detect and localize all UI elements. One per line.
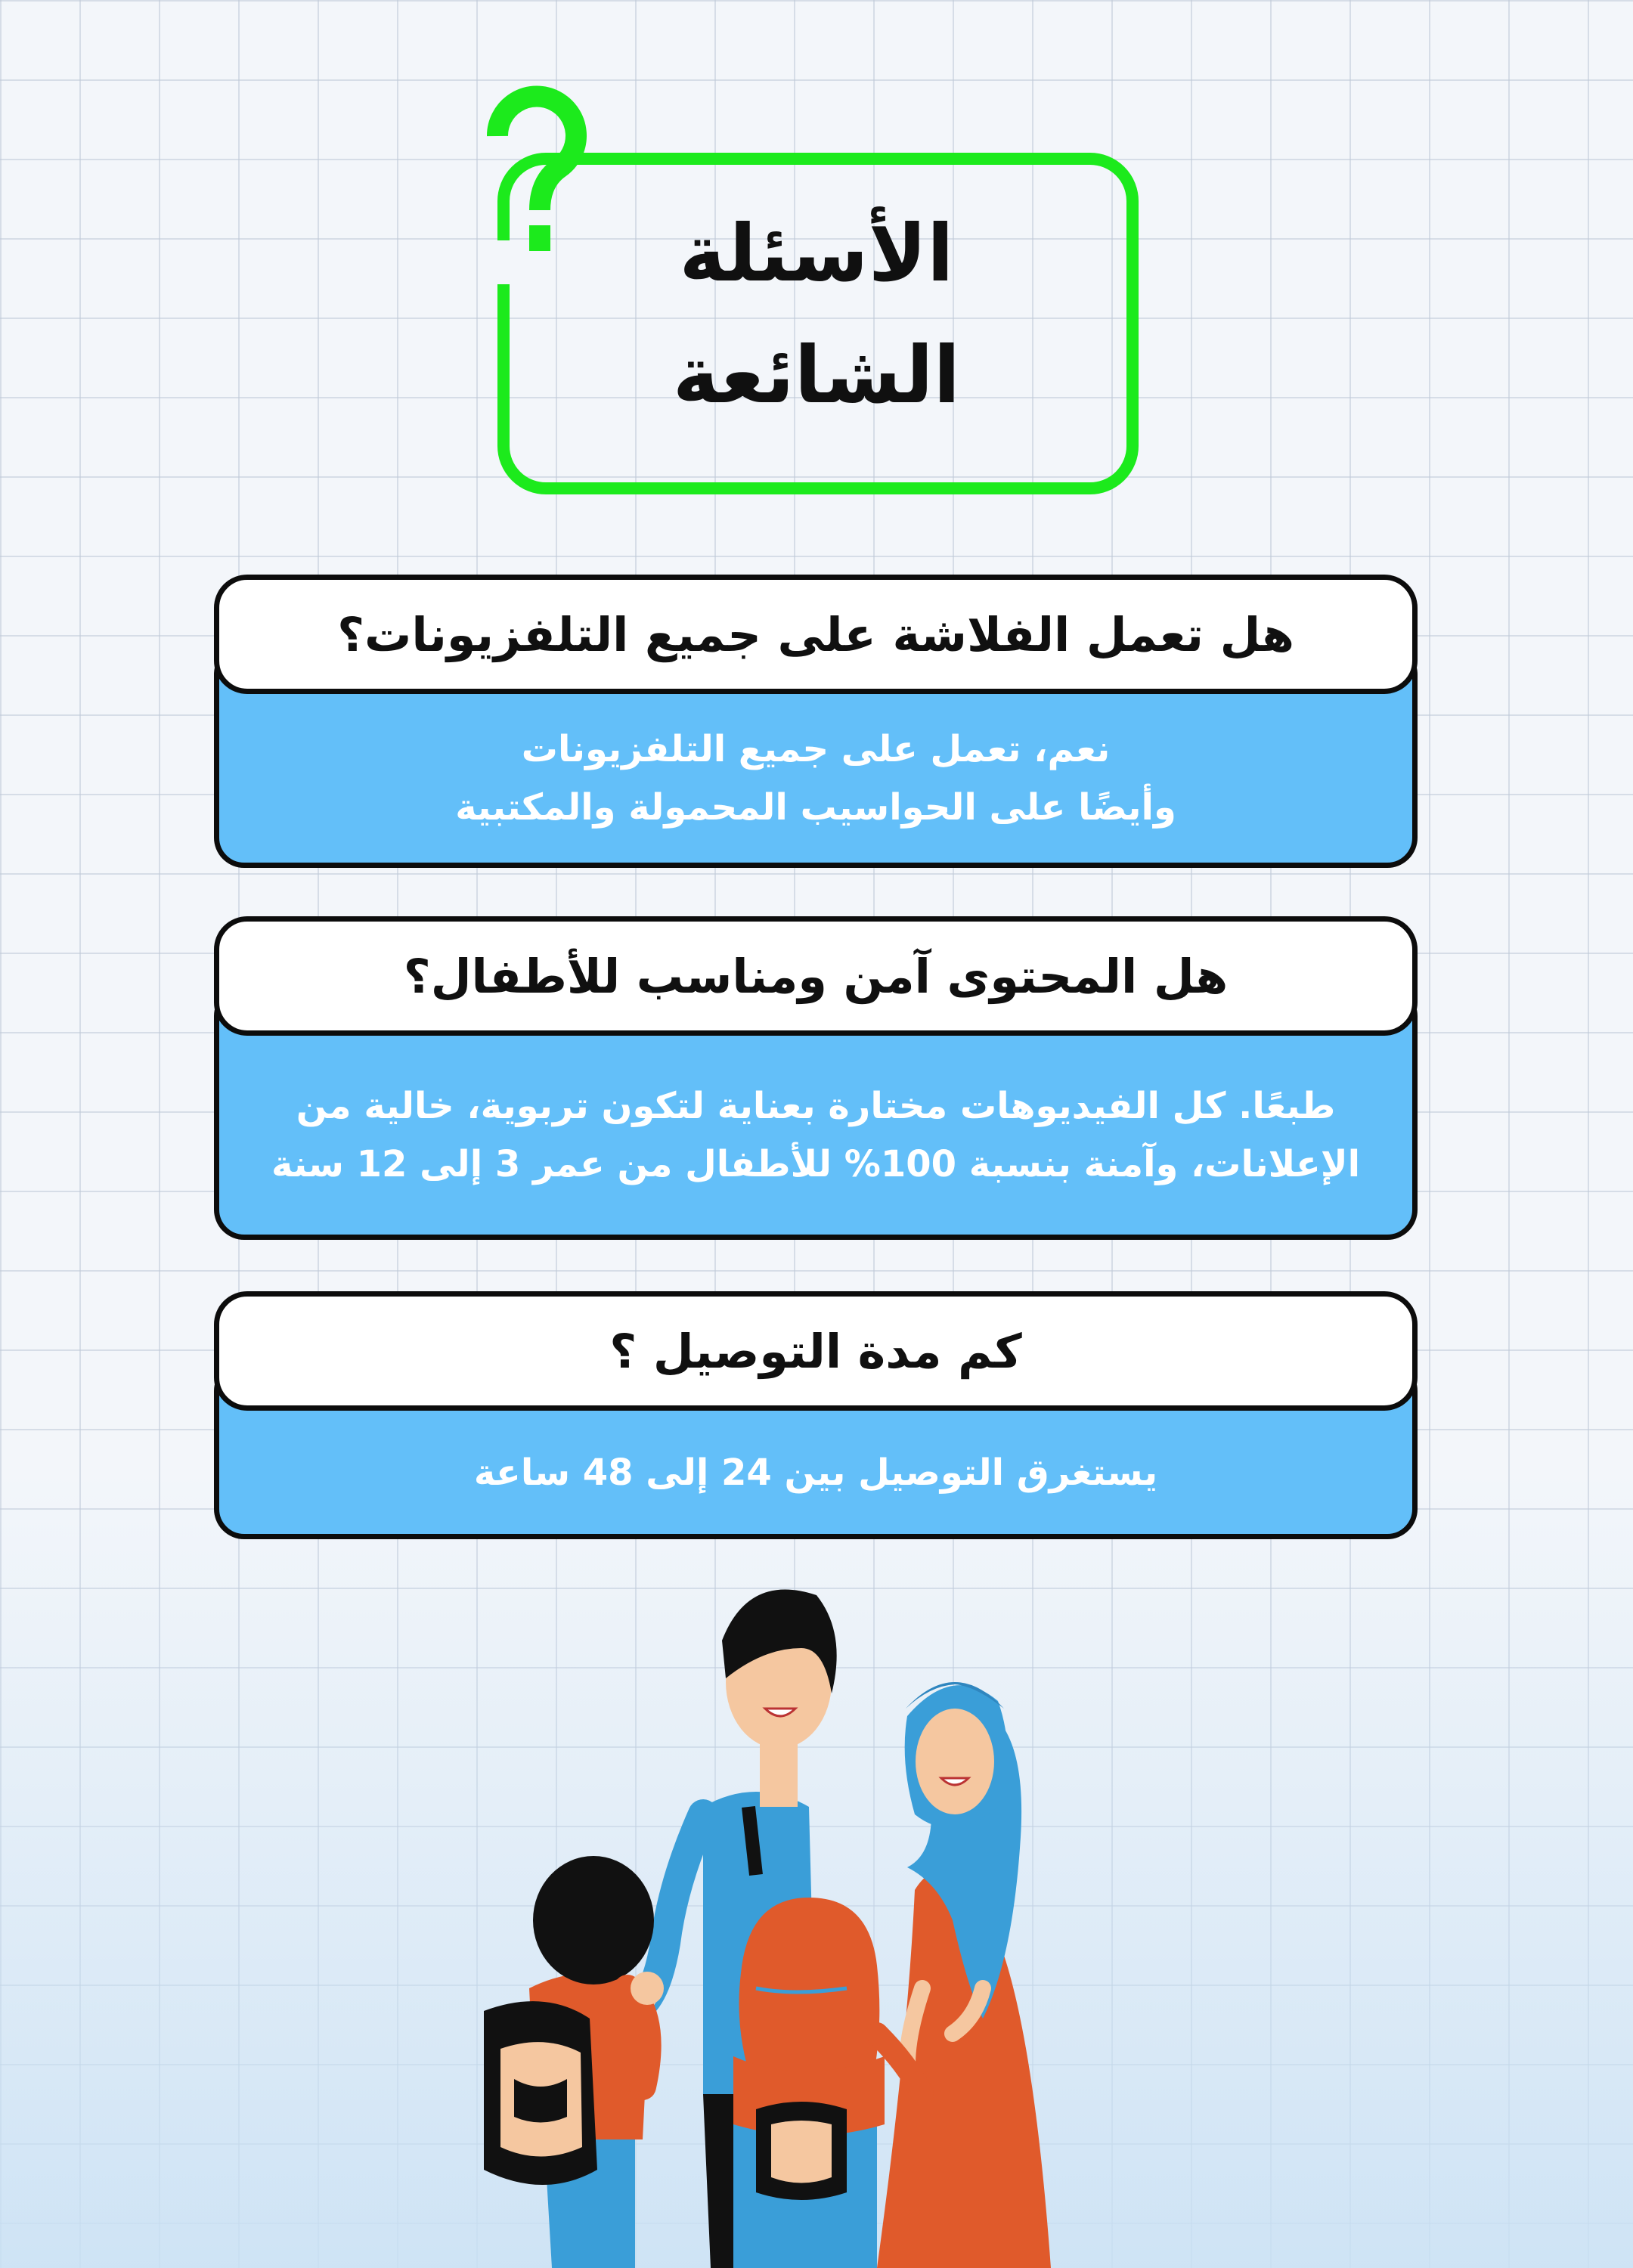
faq-item-3 xyxy=(214,1291,1418,1539)
faq-item-2 xyxy=(214,916,1418,1240)
faq-question-3-text: كم مدة التوصيل ؟ xyxy=(609,1323,1022,1379)
faq-question-3[interactable] xyxy=(214,1291,1418,1411)
mother-figure xyxy=(877,1682,1051,2268)
faq-question-2[interactable] xyxy=(214,916,1418,1036)
faq-question-2-text: هل المحتوى آمن ومناسب للأطفال؟ xyxy=(403,948,1229,1004)
faq-answer-2-line-1: طبعًا. كل الفيديوهات مختارة بعناية لتكون تربوية، خالية من xyxy=(296,1085,1336,1128)
faq-question-1-text: هل تعمل الفلاشة على جميع التلفزيونات؟ xyxy=(337,606,1294,662)
page-title-line-1: الأسئلة xyxy=(679,207,954,299)
faq-item-1 xyxy=(214,575,1418,868)
boy-figure xyxy=(484,1856,664,2268)
page-title-line-2: الشائعة xyxy=(672,329,961,422)
family-illustration xyxy=(454,1565,1210,2268)
faq-answer-1-line-2: وأيضًا على الحواسيب المحمولة والمكتبية xyxy=(455,786,1176,829)
faq-answer-1-line-1: نعم، تعمل على جميع التلفزيونات xyxy=(521,728,1111,771)
faq-question-1[interactable] xyxy=(214,575,1418,694)
faq-answer-3-line-1: يستغرق التوصيل بين 24 إلى 48 ساعة xyxy=(473,1451,1158,1494)
page-title xyxy=(544,193,1089,436)
faq-answer-2-line-2: الإعلانات، وآمنة بنسبة 100% للأطفال من عمر 3 إلى 12 سنة xyxy=(271,1143,1361,1185)
